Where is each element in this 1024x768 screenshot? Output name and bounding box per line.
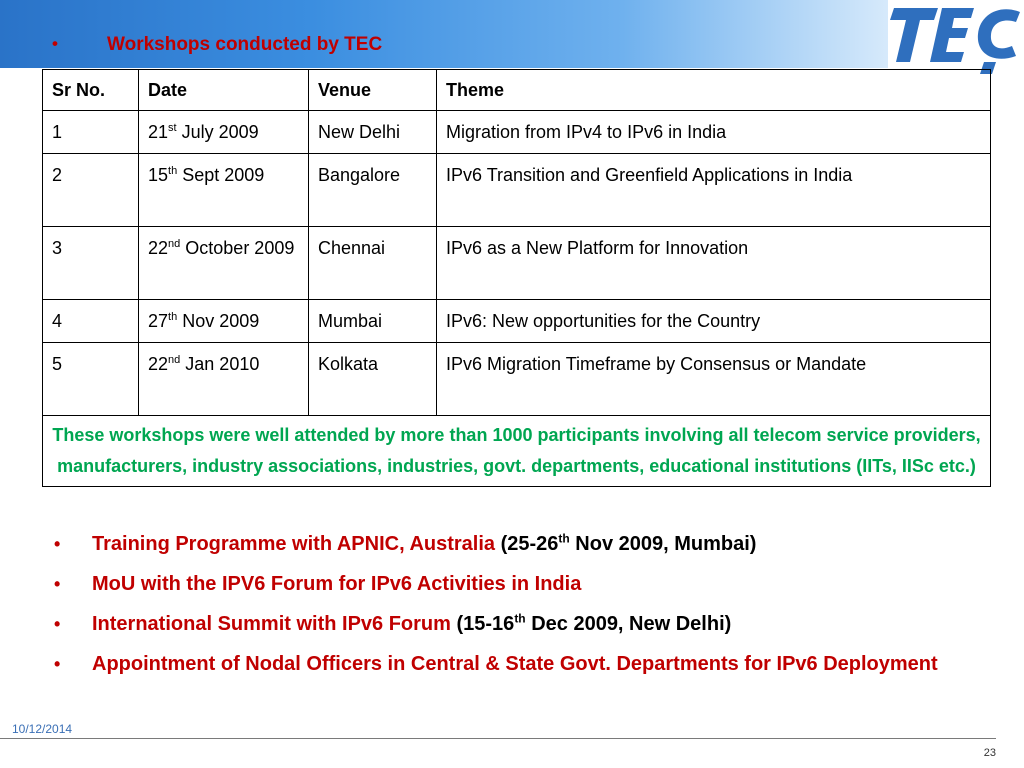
table-row (43, 343, 991, 416)
table-row (43, 111, 991, 154)
cell-theme: IPv6: New opportunities for the Country (437, 300, 991, 343)
cell-theme: IPv6 Transition and Greenfield Applications in India (437, 154, 991, 227)
cell-date: 27th Nov 2009 (139, 300, 309, 343)
bullet-dot: • (54, 614, 61, 634)
list-item: • Training Programme with APNIC, Australia (25-26th Nov 2009, Mumbai) (54, 527, 980, 561)
cell-venue: New Delhi (309, 111, 437, 154)
bullet-dot: • (54, 534, 61, 554)
cell-date: 22nd Jan 2010 (139, 343, 309, 416)
cell-sr: 3 (43, 227, 139, 300)
list-item: • International Summit with IPv6 Forum (15-16th Dec 2009, New Delhi) (54, 607, 980, 641)
table-row (43, 154, 991, 227)
table-header-row (43, 70, 991, 111)
activity-list (54, 527, 980, 687)
cell-venue: Bangalore (309, 154, 437, 227)
table-note-row (43, 416, 991, 487)
footer-divider (0, 738, 996, 739)
header-sr-no: Sr No. (43, 70, 139, 111)
cell-sr: 5 (43, 343, 139, 416)
cell-date: 21st July 2009 (139, 111, 309, 154)
workshops-table (42, 69, 991, 487)
list-item: • Appointment of Nodal Officers in Central & State Govt. Departments for IPv6 Deployment (54, 647, 980, 681)
title-text: Workshops conducted by TEC (107, 34, 383, 55)
bullet-dot: • (54, 654, 61, 674)
page-number: 23 (983, 747, 996, 759)
cell-venue: Chennai (309, 227, 437, 300)
list-item: • MoU with the IPV6 Forum for IPv6 Activities in India (54, 567, 980, 601)
cell-sr: 4 (43, 300, 139, 343)
cell-theme: IPv6 as a New Platform for Innovation (437, 227, 991, 300)
cell-sr: 1 (43, 111, 139, 154)
table-row (43, 227, 991, 300)
cell-date: 15th Sept 2009 (139, 154, 309, 227)
header-venue: Venue (309, 70, 437, 111)
header-theme: Theme (437, 70, 991, 111)
tec-logo (888, 0, 1024, 80)
header-date: Date (139, 70, 309, 111)
cell-date: 22nd October 2009 (139, 227, 309, 300)
bullet-dot: • (54, 574, 61, 594)
cell-venue: Mumbai (309, 300, 437, 343)
cell-theme: Migration from IPv4 to IPv6 in India (437, 111, 991, 154)
cell-venue: Kolkata (309, 343, 437, 416)
footer-date: 10/12/2014 (12, 722, 73, 736)
table-row (43, 300, 991, 343)
cell-sr: 2 (43, 154, 139, 227)
cell-theme: IPv6 Migration Timeframe by Consensus or Mandate (437, 343, 991, 416)
attendance-note: These workshops were well attended by more than 1000 participants involving all telecom service providers, manufacturers, industry associations, industries, govt. departments, educational institutions (IITs, IISc etc.) (43, 416, 991, 487)
title-bullet: • (52, 34, 58, 53)
